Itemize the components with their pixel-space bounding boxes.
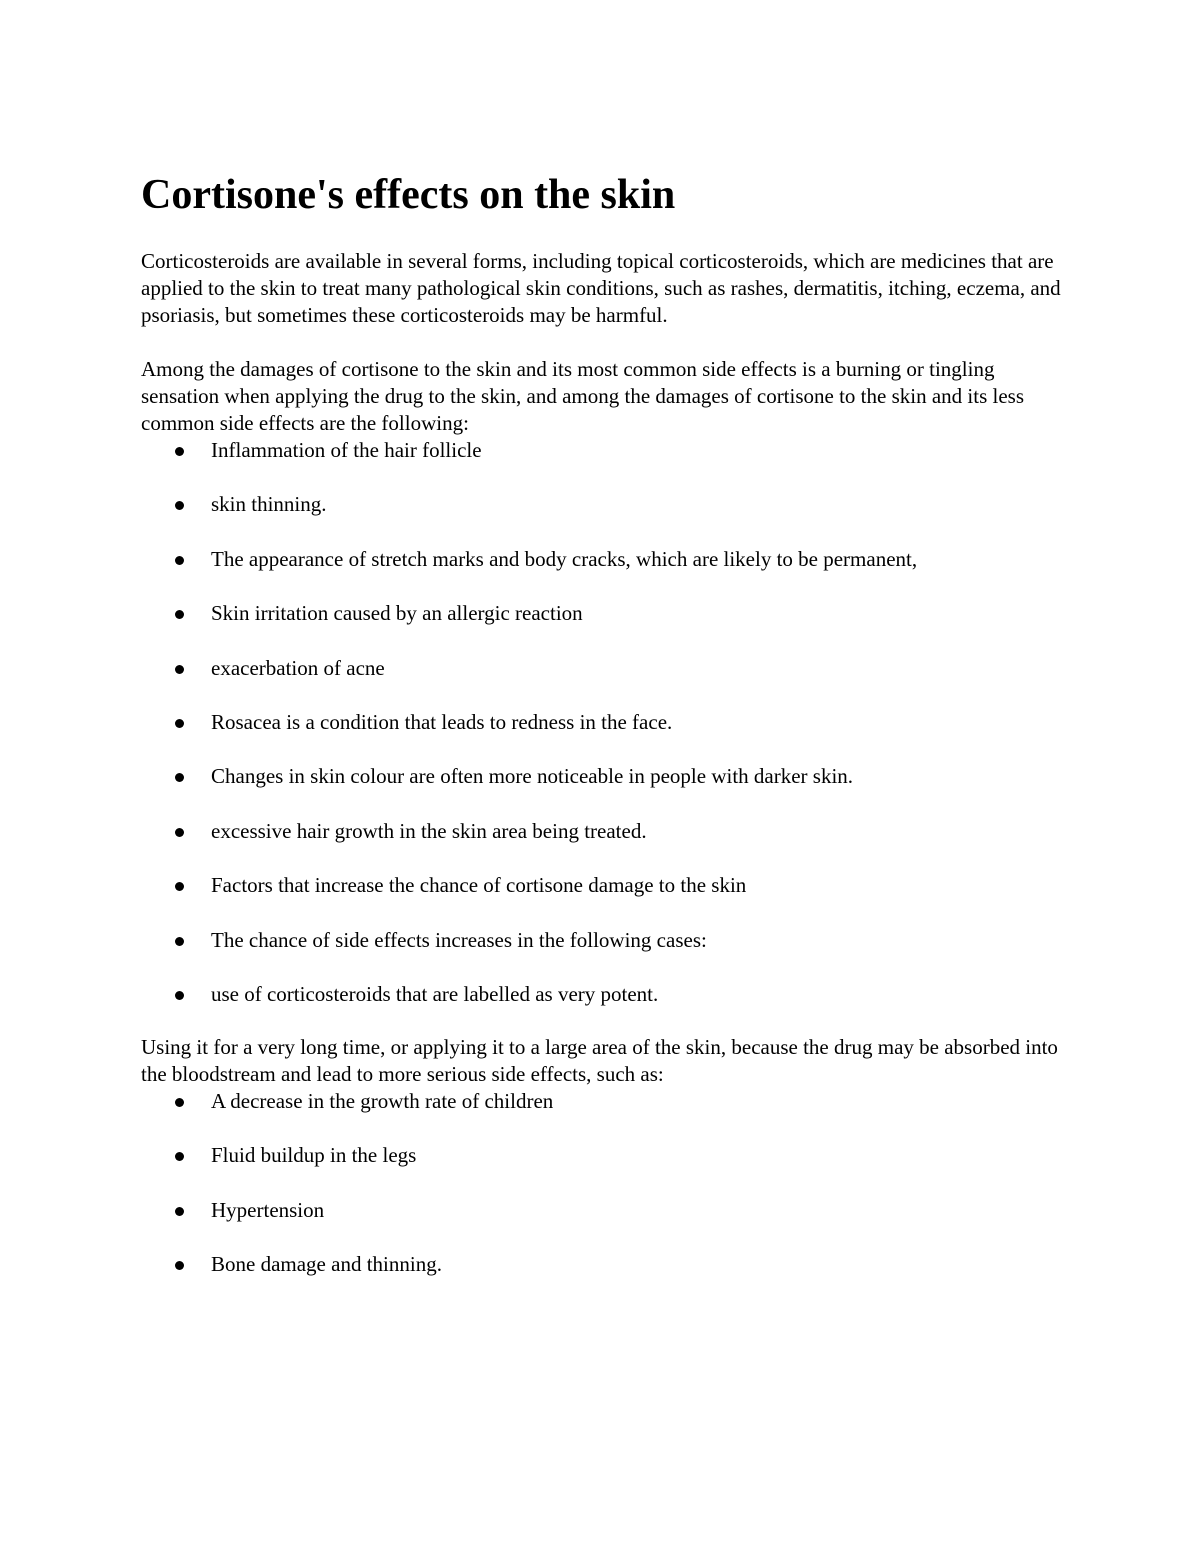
- list-item: [141, 437, 1071, 464]
- list-item: [141, 1088, 1071, 1115]
- list-item: [141, 546, 1071, 573]
- bullet-icon: [175, 665, 184, 674]
- bullet-icon: [175, 1207, 184, 1216]
- document-page: [141, 166, 1071, 1278]
- list-item-text: Skin irritation caused by an allergic reaction: [211, 601, 583, 626]
- list-item: [141, 872, 1071, 899]
- list-item: [141, 818, 1071, 845]
- list-item: [141, 981, 1071, 1008]
- list-item-text: Inflammation of the hair follicle: [211, 438, 482, 462]
- list-item-text: skin thinning.: [211, 492, 327, 517]
- list-item-text: Rosacea is a condition that leads to redness in the face.: [211, 709, 673, 734]
- list-item-text: The appearance of stretch marks and body cracks, which are likely to be permanent,: [211, 546, 918, 571]
- serious-effects-list: [141, 1088, 1071, 1278]
- list-item: [141, 655, 1071, 682]
- list-item-text: Hypertension: [211, 1197, 325, 1222]
- bullet-icon: [175, 828, 184, 837]
- bullet-icon: [175, 937, 184, 946]
- bullet-icon: [175, 773, 184, 782]
- side-effects-intro-paragraph: Among the damages of cortisone to the skin and its most common side effects is a burning or tingling sensation when applying the drug to the skin, and among the damages of cortisone to the skin and its less common side effects are the following:: [141, 357, 1025, 435]
- list-item: [141, 1142, 1071, 1169]
- list-item: [141, 709, 1071, 736]
- list-item-text: exacerbation of acne: [211, 655, 385, 680]
- list-item-text: The chance of side effects increases in the following cases:: [211, 927, 707, 952]
- bullet-icon: [175, 556, 184, 565]
- list-item: [141, 927, 1071, 954]
- list-item-text: A decrease in the growth rate of children: [211, 1088, 554, 1113]
- list-item-text: Bone damage and thinning.: [211, 1252, 442, 1277]
- list-item: [141, 600, 1071, 627]
- side-effects-list: [141, 437, 1071, 1008]
- list-item-text: Fluid buildup in the legs: [211, 1143, 417, 1168]
- bullet-icon: [175, 1152, 184, 1161]
- bullet-icon: [175, 447, 184, 456]
- document-title: Cortisone's effects on the skin: [141, 172, 676, 218]
- list-item-text: Changes in skin colour are often more noticeable in people with darker skin.: [211, 764, 854, 789]
- bullet-icon: [175, 719, 184, 728]
- intro-paragraph: Corticosteroids are available in several forms, including topical corticosteroids, which are medicines that are applied to the skin to treat many pathological skin conditions, such as rashes, dermatitis, itching, eczema, and psoriasis, but sometimes these corticosteroids may be harmful.: [141, 249, 1061, 327]
- bullet-icon: [175, 610, 184, 619]
- list-item-text: use of corticosteroids that are labelled as very potent.: [211, 981, 659, 1006]
- bullet-icon: [175, 1098, 184, 1107]
- list-item: [141, 491, 1071, 518]
- list-item: [141, 763, 1071, 790]
- list-item: [141, 1251, 1071, 1278]
- list-item-text: Factors that increase the chance of cortisone damage to the skin: [211, 873, 747, 898]
- list-item-text: excessive hair growth in the skin area being treated.: [211, 818, 647, 843]
- list-item: [141, 1197, 1071, 1224]
- bullet-icon: [175, 501, 184, 510]
- bullet-icon: [175, 991, 184, 1000]
- bullet-icon: [175, 1261, 184, 1270]
- bullet-icon: [175, 882, 184, 891]
- serious-effects-intro-paragraph: Using it for a very long time, or applying it to a large area of the skin, because the drug may be absorbed into the bloodstream and lead to more serious side effects, such as:: [141, 1034, 1058, 1086]
